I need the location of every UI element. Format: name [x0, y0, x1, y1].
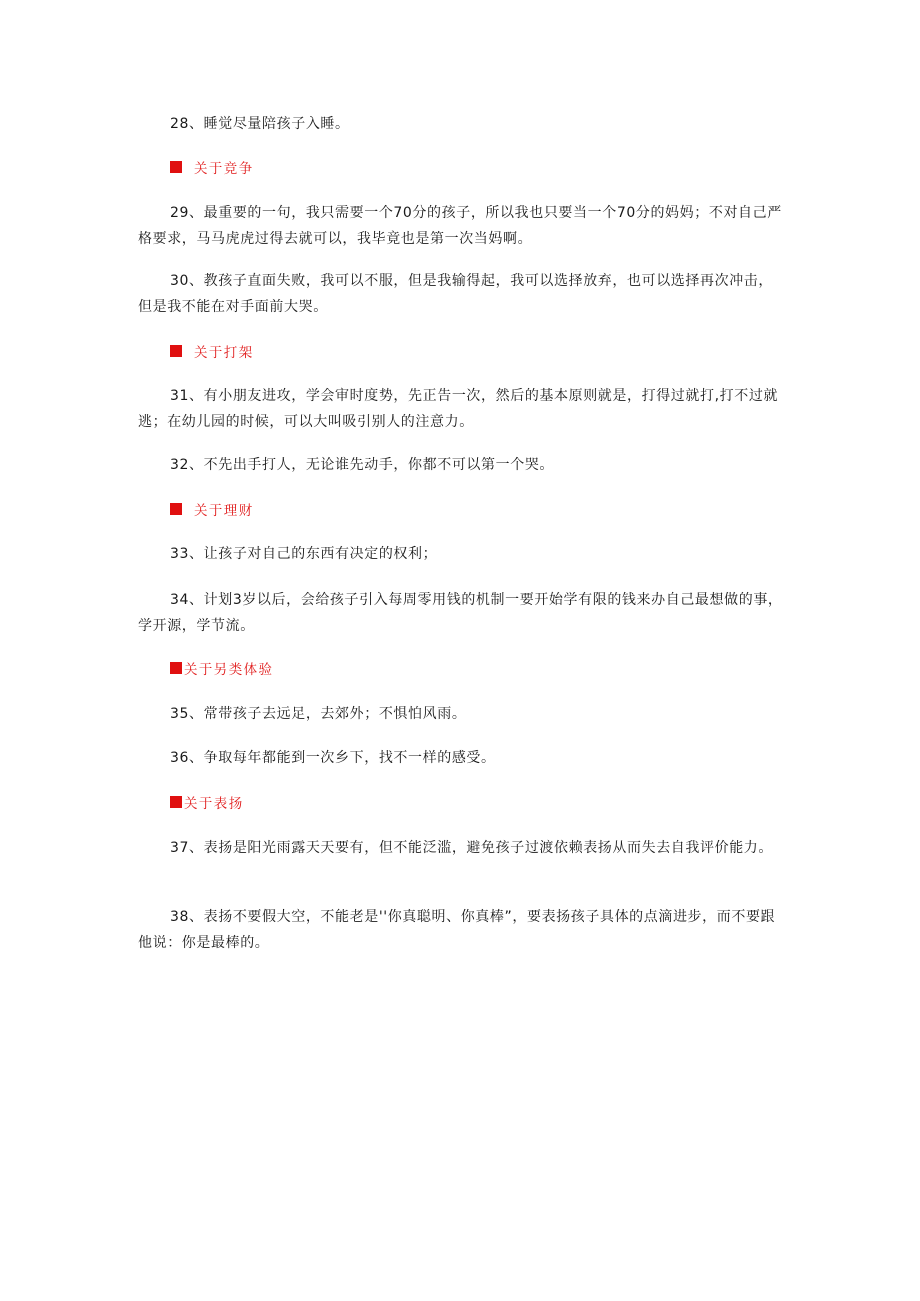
list-item-35: 35、常带孩子去远足，去郊外；不惧怕风雨。 — [170, 706, 467, 722]
list-item-29: 29、最重要的一句，我只需要一个70分的孩子，所以我也只要当一个70分的妈妈；不对自己严格要求，马马虎虎过得去就可以，我毕竟也是第一次当妈啊。 — [138, 205, 782, 247]
list-item-33: 33、让孩子对自己的东西有决定的权利； — [170, 546, 438, 562]
list-item-34: 34、计划3岁以后，会给孩子引入每周零用钱的机制一要开始学有限的钱来办自己最想做的事，学开源，学节流。 — [138, 592, 783, 634]
red-square-icon — [170, 503, 182, 515]
red-square-icon — [170, 662, 182, 674]
list-item-38: 38、表扬不要假大空，不能老是''你真聪明、你真棒”，要表扬孩子具体的点滴进步，而不要跟他说：你是最棒的。 — [138, 909, 776, 951]
list-item-30: 30、教孩子直面失败，我可以不服，但是我输得起，我可以选择放弃，也可以选择再次冲击，但是我不能在对手面前大哭。 — [138, 273, 774, 315]
red-square-icon — [170, 345, 182, 357]
section-title-finance: 关于理财 — [194, 503, 254, 519]
section-heading-experience — [170, 657, 273, 679]
section-heading-finance — [170, 498, 254, 520]
red-square-icon — [170, 161, 182, 173]
section-title-experience: 关于另类体验 — [184, 662, 274, 678]
section-title-competition: 关于竞争 — [194, 161, 254, 177]
list-item-31: 31、有小朋友进攻，学会审时度势，先正告一次，然后的基本原则就是，打得过就打,打不过就逃；在幼儿园的时候，可以大叫吸引别人的注意力。 — [138, 388, 779, 430]
list-item-37: 37、表扬是阳光雨露天天要有，但不能泛滥，避免孩子过渡依赖表扬从而失去自我评价能力。 — [170, 840, 774, 856]
section-heading-praise — [170, 791, 244, 813]
list-item-32: 32、不先出手打人，无论谁先动手，你都不可以第一个哭。 — [170, 457, 555, 473]
section-title-praise: 关于表扬 — [184, 796, 244, 812]
section-title-fighting: 关于打架 — [194, 345, 254, 361]
red-square-icon — [170, 796, 182, 808]
list-item-28: 28、睡觉尽量陪孩子入睡。 — [170, 116, 350, 132]
list-item-36: 36、争取每年都能到一次乡下，找不一样的感受。 — [170, 750, 496, 766]
section-heading-fighting — [170, 340, 254, 362]
section-heading-competition — [170, 156, 254, 178]
